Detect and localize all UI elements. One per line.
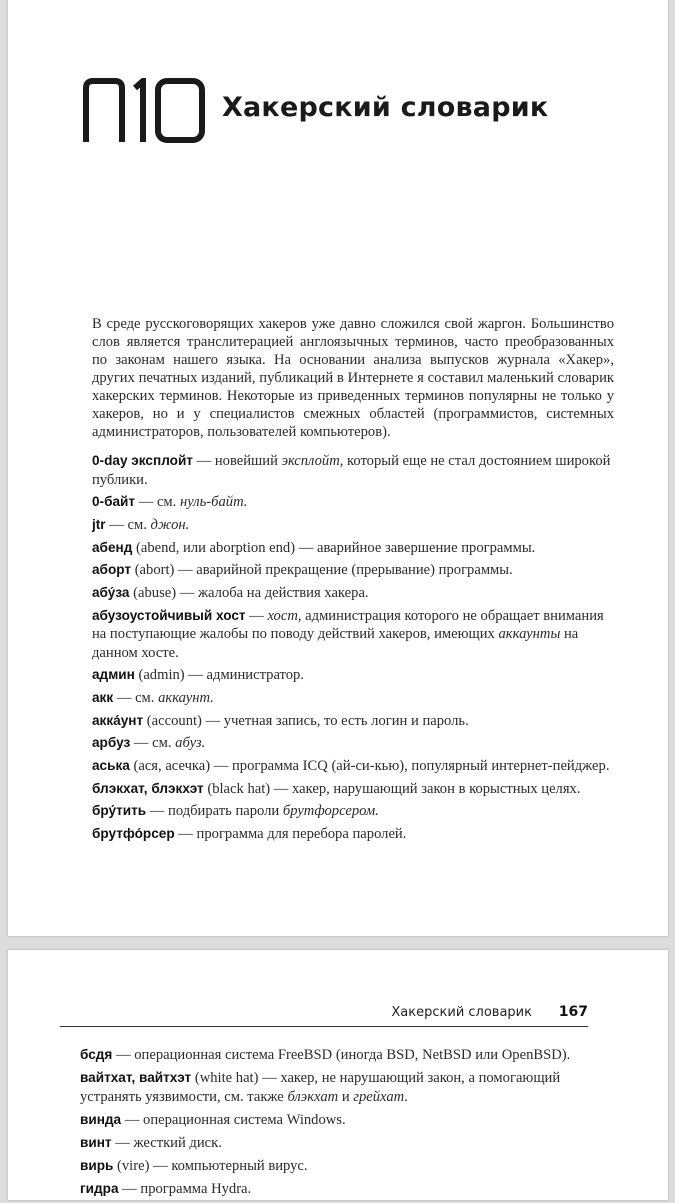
entry-term: абузоустойчивый хост xyxy=(92,607,246,623)
entry-definition: — операционная система FreeBSD (иногда BSD, NetBSD или OpenBSD). xyxy=(112,1047,571,1063)
entry-definition: (admin) — администратор. xyxy=(134,667,304,684)
entry-term: абенд xyxy=(92,539,133,555)
entry-definition: — см. xyxy=(130,735,176,752)
entry-term: акка́унт xyxy=(92,712,144,728)
entry-definition: (account) — учетная запись, то есть логин и пароль. xyxy=(143,712,469,729)
entry-term: абу́за xyxy=(92,584,130,600)
entry-term: блэкхат, блэкхэт xyxy=(92,780,204,796)
glossary-entry xyxy=(92,689,614,708)
glossary-entry xyxy=(92,607,614,663)
entry-definition: (abuse) — жалоба на действия хакера. xyxy=(129,584,369,601)
entry-definition: — см. xyxy=(113,690,159,706)
entry-definition: — операционная система Windows. xyxy=(121,1111,346,1128)
running-title: Хакерский словарик xyxy=(391,1005,532,1020)
chapter-title: Хакерский словарик xyxy=(222,92,549,123)
entry-term: 0-байт xyxy=(92,494,136,510)
entry-definition: (ася, асечка) — программа ICQ (ай-си-кью), популярный интернет-пейджер. xyxy=(129,758,610,775)
glossary-entry xyxy=(92,780,614,799)
glossary-entry xyxy=(80,1069,600,1106)
entry-definition: — новейший xyxy=(192,453,282,469)
glossary-entry xyxy=(80,1134,600,1153)
glossary-entries xyxy=(92,452,614,848)
entry-crossref: джон. xyxy=(150,516,190,533)
entry-term: аська xyxy=(92,758,130,774)
chapter-number xyxy=(80,78,210,144)
entry-crossref: хост xyxy=(267,607,298,624)
glossary-entry xyxy=(92,802,614,821)
entry-definition: , администрация которого не обращает внимания на поступающие жалобы по поводу действий хакеров, имеющих xyxy=(92,607,604,643)
entry-definition: — подбирать пароли xyxy=(146,803,283,820)
entry-crossref: аккаунты xyxy=(498,626,561,643)
entry-crossref: аккаунт. xyxy=(158,690,214,706)
entry-term: винт xyxy=(80,1134,112,1150)
glossary-entry xyxy=(92,493,614,512)
glossary-entry xyxy=(92,516,614,535)
entry-definition: на данном хосте. xyxy=(92,626,579,661)
page-number: 167 xyxy=(558,1004,588,1020)
entry-definition: — жесткий диск. xyxy=(111,1134,222,1151)
glossary-entry xyxy=(92,666,614,685)
entry-term: аборт xyxy=(92,562,132,578)
entry-term: вайтхат, вайтхэт xyxy=(80,1070,192,1085)
glossary-entry xyxy=(80,1111,600,1130)
entry-definition: (abend, или aborption end) — аварийное завершение программы. xyxy=(132,539,536,556)
entry-term: jtr xyxy=(92,516,106,532)
glossary-entry xyxy=(92,757,614,776)
entry-crossref: нуль-байт. xyxy=(179,494,248,511)
entry-crossref: абуз. xyxy=(175,735,206,752)
entry-term: акк xyxy=(92,690,114,705)
entry-definition: — см. xyxy=(105,516,151,533)
entry-definition: (black hat) — хакер, нарушающий закон в корыстных целях. xyxy=(203,780,581,797)
entry-crossref: эксплойт xyxy=(281,453,340,469)
entry-definition: — см. xyxy=(135,494,180,511)
intro-paragraph: В среде русскоговорящих хакеров уже давно сложился свой жаргон. Большинство слов является транслитерацией англоязычных терминов, часто преобразованных по законам нашего языка. На основании анализа выпусков журнала «Хакер», других печатных изданий, публикаций в Интернете я составил маленький словарик хакерских терминов. Некоторые из приведенных терминов популярны не только у хакеров, но и у специалистов смежных областей (программистов, системных администраторов, пользователей компьютеров). xyxy=(92,316,614,440)
entry-crossref: блэкхат xyxy=(287,1088,339,1105)
entry-term: винда xyxy=(80,1111,122,1127)
entry-definition: (vire) — компьютерный вирус. xyxy=(113,1157,308,1174)
glossary-entry xyxy=(92,561,614,580)
chapter-number-text: П10 xyxy=(80,78,82,79)
glossary-entry xyxy=(92,712,614,731)
entry-definition: — программа для перебора паролей. xyxy=(174,826,407,843)
glossary-entry xyxy=(92,584,614,603)
glossary-entry xyxy=(92,734,614,753)
entry-definition: (abort) — аварийной прекращение (прерывание) программы. xyxy=(131,562,513,579)
glossary-entry xyxy=(80,1157,600,1176)
running-header xyxy=(60,1004,588,1027)
entry-term: арбуз xyxy=(92,735,131,751)
entry-crossref: грейхат. xyxy=(353,1088,408,1105)
glossary-entry xyxy=(92,825,614,844)
entry-term: админ xyxy=(92,667,135,683)
entry-definition: — программа Hydra. xyxy=(118,1180,252,1197)
entry-definition: и xyxy=(338,1088,354,1105)
entry-term: гидра xyxy=(80,1180,119,1196)
entry-definition: (white hat) — хакер, не нарушающий закон, а помогающий устранять уязвимости, см. также xyxy=(80,1070,561,1105)
entry-term: брутфо́рсер xyxy=(92,826,175,842)
entry-term: вирь xyxy=(80,1157,114,1173)
entry-term: 0-day эксплойт xyxy=(92,453,193,468)
entry-term: бсдя xyxy=(80,1047,113,1062)
glossary-entries-continued xyxy=(80,1046,600,1203)
entry-definition: , который еще не стал достоянием широкой публики. xyxy=(92,453,611,488)
entry-crossref: брутфорсером. xyxy=(282,803,379,820)
glossary-entry xyxy=(80,1046,600,1065)
glossary-entry xyxy=(92,452,614,489)
entry-definition: — xyxy=(245,607,268,624)
glossary-entry xyxy=(92,539,614,558)
glossary-entry xyxy=(80,1180,600,1199)
entry-term: бру́тить xyxy=(92,803,147,819)
